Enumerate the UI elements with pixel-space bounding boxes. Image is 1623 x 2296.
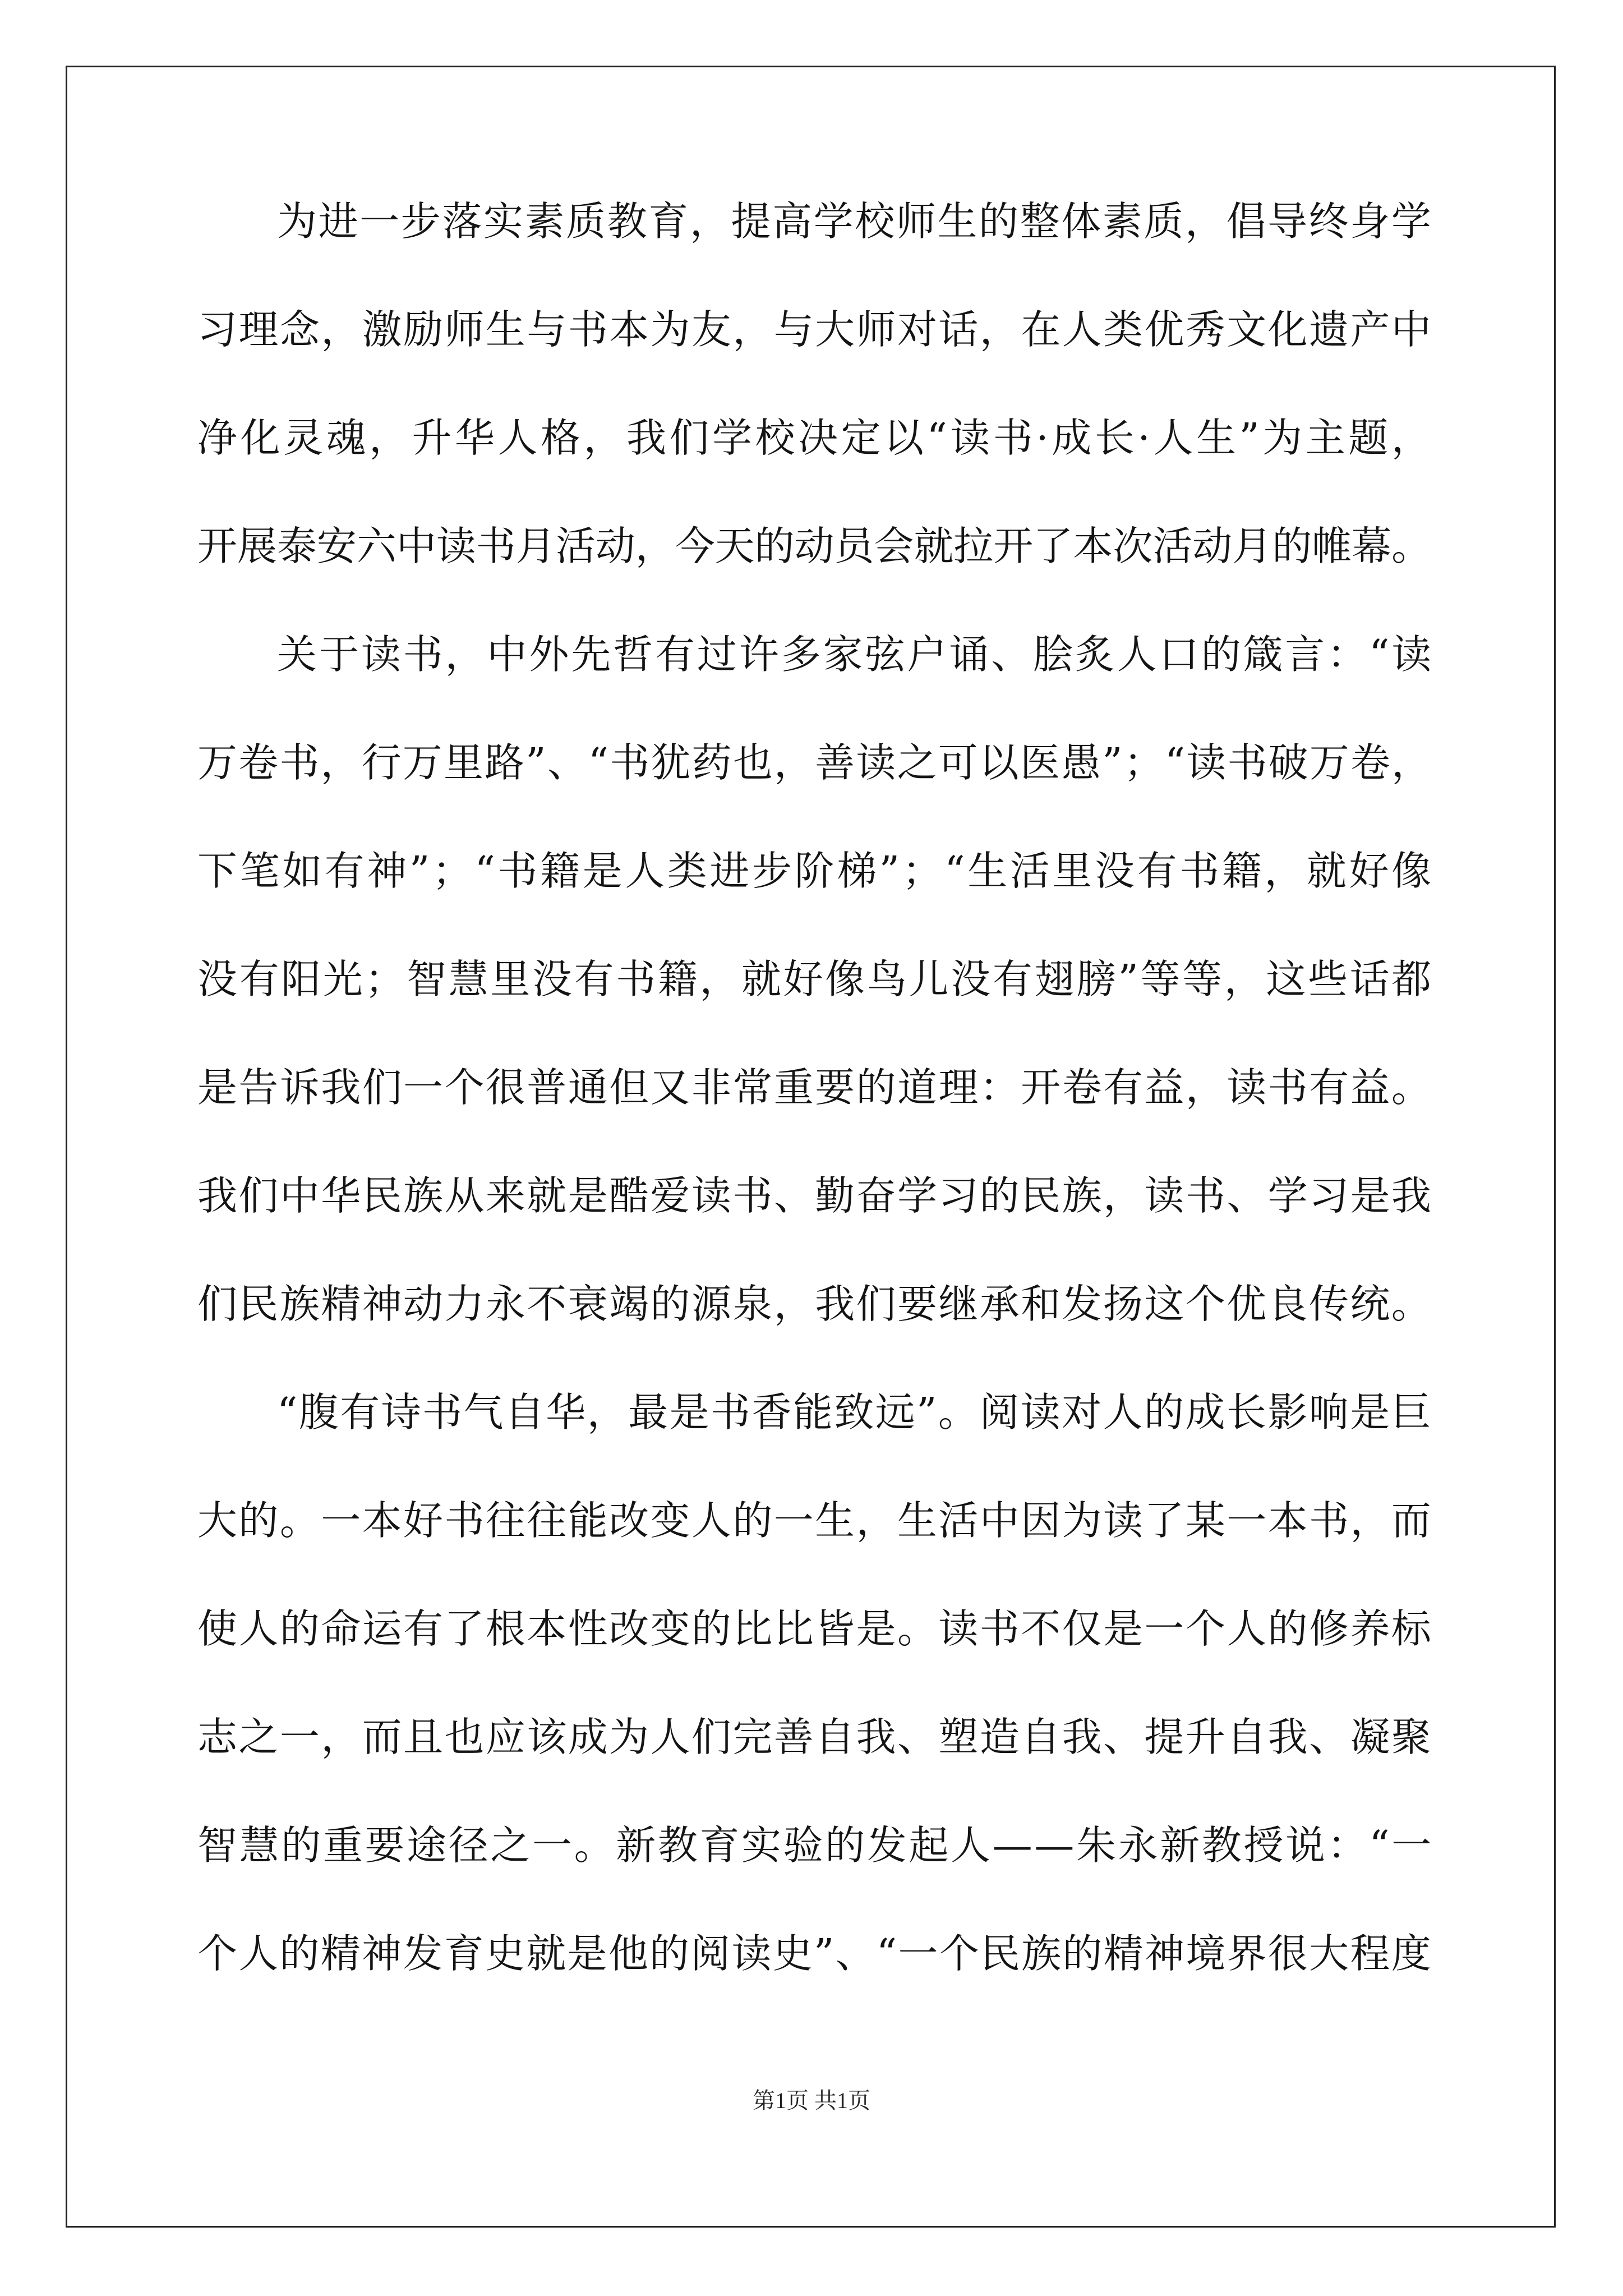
paragraph-line: 使人的命运有了根本性改变的比比皆是。读书不仅是一个人的修养标	[197, 1605, 1433, 1652]
paragraph-line: 个人的精神发育史就是他的阅读史”、“一个民族的精神境界很大程度	[197, 1930, 1432, 1977]
paragraph-line: 我们中华民族从来就是酷爱读书、勤奋学习的民族，读书、学习是我	[197, 1172, 1433, 1219]
paragraph-line: 大的。一本好书往往能改变人的一生，生活中因为读了某一本书，而	[197, 1497, 1433, 1544]
paragraph-line: 习理念，激励师生与书本为友，与大师对话，在人类优秀文化遗产中	[197, 306, 1433, 353]
paragraph-line: 关于读书，中外先哲有过许多家弦户诵、脍炙人口的箴言：“读	[277, 631, 1434, 678]
paragraph-line: 志之一，而且也应该成为人们完善自我、塑造自我、提升自我、凝聚	[197, 1714, 1433, 1760]
paragraph-line: 净化灵魂，升华人格，我们学校决定以“读书·成长·人生”为主题，	[197, 415, 1435, 461]
paragraph-line: 万卷书，行万里路”、“书犹药也，善读之可以医愚”；“读书破万卷，	[197, 739, 1433, 786]
paragraph-line: 为进一步落实素质教育，提高学校师生的整体素质，倡导终身学	[277, 198, 1433, 245]
paragraph-line: 们民族精神动力永不衰竭的源泉，我们要继承和发扬这个优良传统。	[197, 1281, 1433, 1327]
paragraph-line: 智慧的重要途径之一。新教育实验的发起人——朱永新教授说：“一	[197, 1822, 1433, 1869]
paragraph-line: 是告诉我们一个很普通但又非常重要的道理：开卷有益，读书有益。	[197, 1064, 1433, 1111]
paragraph-line: “腹有诗书气自华，最是书香能致远”。阅读对人的成长影响是巨	[277, 1389, 1433, 1435]
paragraph-line: 开展泰安六中读书月活动，今天的动员会就拉开了本次活动月的帷幕。	[197, 523, 1432, 569]
page-number-footer: 第1页 共1页	[753, 2088, 870, 2113]
paragraph-line: 下笔如有神”；“书籍是人类进步阶梯”；“生活里没有书籍，就好像	[197, 848, 1434, 894]
paragraph-line: 没有阳光；智慧里没有书籍，就好像鸟儿没有翅膀”等等，这些话都	[197, 956, 1433, 1002]
page-border	[66, 66, 1556, 2228]
